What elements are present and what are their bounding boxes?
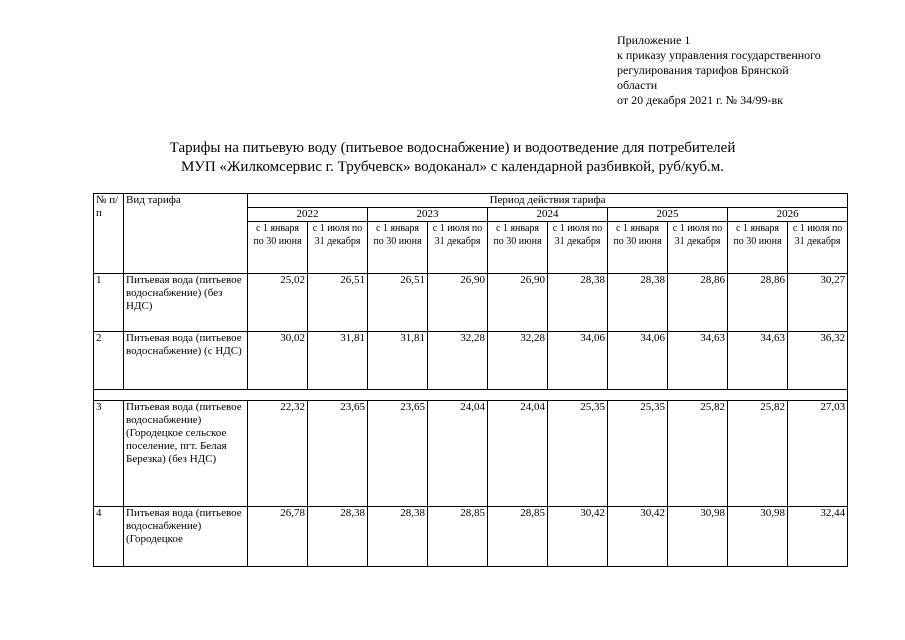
tariff-value: 25,82 bbox=[668, 401, 728, 507]
header-half-year: с 1 июля по 31 декабря bbox=[548, 222, 608, 274]
title-line-1: Тарифы на питьевую воду (питьевое водоснабжение) и водоотведение для потребителей bbox=[169, 140, 736, 156]
tariff-value: 30,02 bbox=[248, 332, 308, 390]
appendix-line: Приложение 1 bbox=[617, 33, 691, 47]
tariffs-table bbox=[93, 193, 848, 567]
tariff-value: 28,38 bbox=[608, 274, 668, 332]
tariff-value: 26,78 bbox=[248, 507, 308, 567]
tariff-value: 30,42 bbox=[548, 507, 608, 567]
tariff-value: 23,65 bbox=[368, 401, 428, 507]
tariff-value: 24,04 bbox=[428, 401, 488, 507]
tariff-value: 34,06 bbox=[548, 332, 608, 390]
tariff-value: 32,28 bbox=[488, 332, 548, 390]
table-row bbox=[94, 274, 848, 332]
header-half-year: с 1 января по 30 июня bbox=[368, 222, 428, 274]
header-half-year: с 1 июля по 31 декабря bbox=[668, 222, 728, 274]
appendix-line: области bbox=[617, 78, 658, 92]
header-half-year: с 1 июля по 31 декабря bbox=[308, 222, 368, 274]
table-spacer-row bbox=[94, 390, 848, 401]
tariff-value: 23,65 bbox=[308, 401, 368, 507]
tariff-type: Питьевая вода (питьевое водоснабжение) (Городецкое bbox=[124, 507, 248, 567]
header-half-year: с 1 июля по 31 декабря bbox=[788, 222, 848, 274]
tariff-value: 28,86 bbox=[728, 274, 788, 332]
table-row bbox=[94, 332, 848, 390]
header-year: 2024 bbox=[488, 208, 608, 222]
header-year: 2026 bbox=[728, 208, 848, 222]
tariff-value: 25,35 bbox=[608, 401, 668, 507]
document-title bbox=[0, 139, 905, 177]
tariff-value: 26,51 bbox=[368, 274, 428, 332]
appendix-line: от 20 декабря 2021 г. № 34/99-вк bbox=[617, 93, 783, 107]
tariff-value: 28,86 bbox=[668, 274, 728, 332]
row-number: 4 bbox=[94, 507, 124, 567]
tariff-value: 34,63 bbox=[728, 332, 788, 390]
appendix-header bbox=[617, 33, 897, 108]
table-row bbox=[94, 401, 848, 507]
appendix-line: регулирования тарифов Брянской bbox=[617, 63, 789, 77]
tariff-value: 28,38 bbox=[308, 507, 368, 567]
tariff-value: 32,28 bbox=[428, 332, 488, 390]
row-number: 3 bbox=[94, 401, 124, 507]
spacer-cell bbox=[94, 390, 848, 401]
tariff-value: 26,51 bbox=[308, 274, 368, 332]
tariff-type: Питьевая вода (питьевое водоснабжение) (Городецкое сельское поселение, пгт. Белая Березка) (без НДС) bbox=[124, 401, 248, 507]
table-row bbox=[94, 507, 848, 567]
header-half-year: с 1 июля по 31 декабря bbox=[428, 222, 488, 274]
header-half-year: с 1 января по 30 июня bbox=[728, 222, 788, 274]
tariff-value: 34,06 bbox=[608, 332, 668, 390]
row-number: 1 bbox=[94, 274, 124, 332]
header-number: № п/п bbox=[94, 194, 124, 274]
row-number: 2 bbox=[94, 332, 124, 390]
tariff-value: 26,90 bbox=[428, 274, 488, 332]
tariff-value: 34,63 bbox=[668, 332, 728, 390]
tariff-value: 25,82 bbox=[728, 401, 788, 507]
tariff-value: 31,81 bbox=[368, 332, 428, 390]
tariff-value: 30,27 bbox=[788, 274, 848, 332]
tariff-value: 27,03 bbox=[788, 401, 848, 507]
appendix-line: к приказу управления государственного bbox=[617, 48, 821, 62]
tariff-value: 32,44 bbox=[788, 507, 848, 567]
tariff-value: 28,85 bbox=[488, 507, 548, 567]
tariff-value: 30,98 bbox=[668, 507, 728, 567]
header-half-year: с 1 января по 30 июня bbox=[488, 222, 548, 274]
tariff-value: 25,35 bbox=[548, 401, 608, 507]
tariff-type: Питьевая вода (питьевое водоснабжение) (без НДС) bbox=[124, 274, 248, 332]
tariff-value: 36,32 bbox=[788, 332, 848, 390]
header-tariff-type: Вид тарифа bbox=[124, 194, 248, 274]
tariff-value: 25,02 bbox=[248, 274, 308, 332]
tariff-type: Питьевая вода (питьевое водоснабжение) (с НДС) bbox=[124, 332, 248, 390]
tariff-value: 28,38 bbox=[548, 274, 608, 332]
header-year: 2022 bbox=[248, 208, 368, 222]
header-year: 2025 bbox=[608, 208, 728, 222]
header-period: Период действия тарифа bbox=[248, 194, 848, 208]
tariff-value: 24,04 bbox=[488, 401, 548, 507]
header-half-year: с 1 января по 30 июня bbox=[608, 222, 668, 274]
tariff-value: 31,81 bbox=[308, 332, 368, 390]
tariff-value: 26,90 bbox=[488, 274, 548, 332]
tariff-value: 22,32 bbox=[248, 401, 308, 507]
title-line-2: МУП «Жилкомсервис г. Трубчевск» водоканал» с календарной разбивкой, руб/куб.м. bbox=[180, 159, 725, 175]
header-half-year: с 1 января по 30 июня bbox=[248, 222, 308, 274]
tariff-value: 30,42 bbox=[608, 507, 668, 567]
tariff-value: 28,38 bbox=[368, 507, 428, 567]
header-year: 2023 bbox=[368, 208, 488, 222]
tariff-value: 30,98 bbox=[728, 507, 788, 567]
tariff-value: 28,85 bbox=[428, 507, 488, 567]
